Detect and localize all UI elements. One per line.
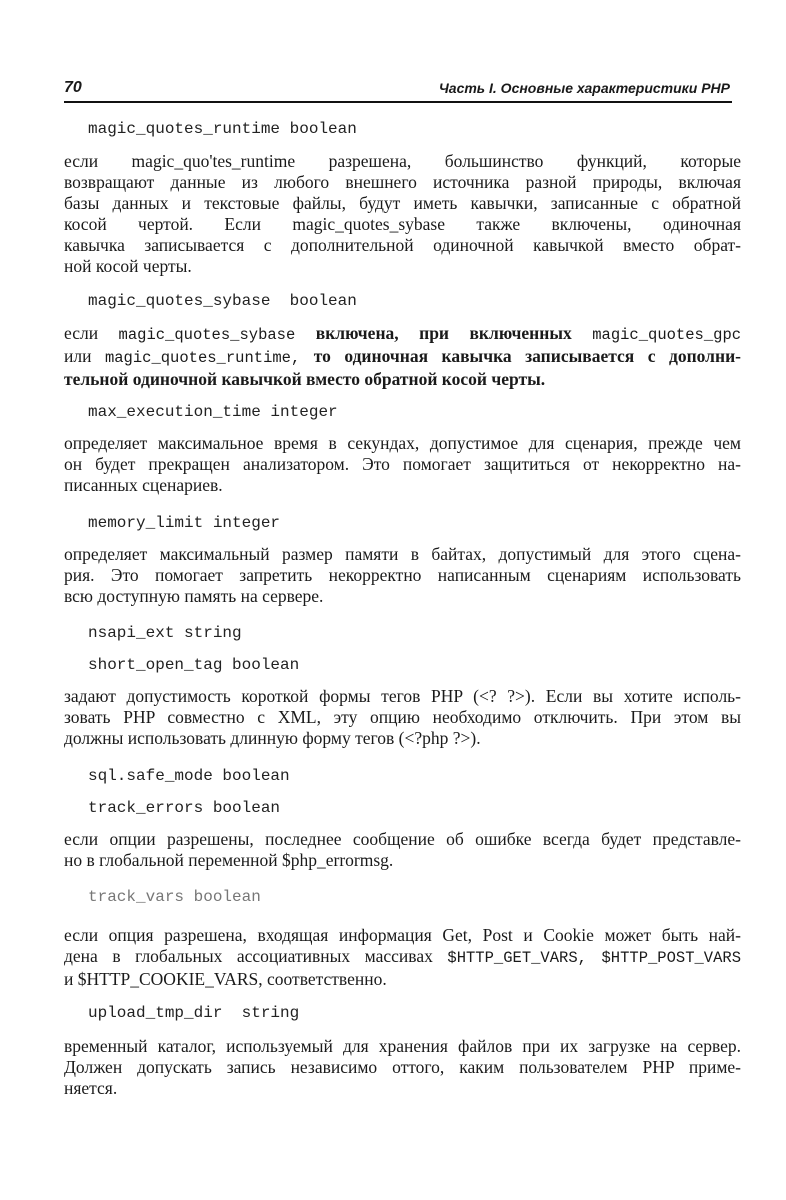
desc-max-execution-time [64, 433, 741, 496]
directive-magic-quotes-runtime: magic_quotes_runtime boolean [88, 120, 357, 138]
text-line: должны использовать длинную форму тегов (<?php ?>). [64, 728, 481, 748]
text-line: базы данных и текстовые файлы, будут иметь кавычки, записанные с обратной [64, 193, 741, 213]
text-line: няется. [64, 1078, 118, 1098]
text-fragment: или [64, 346, 92, 366]
text-line: возвращают данные из любого внешнего источника разной природы, включая [64, 172, 741, 192]
text-line: кавычка записывается с дополнительной одиночной кавычкой вместо обрат- [64, 235, 741, 255]
code-fragment: magic_quotes_runtime, [104, 349, 301, 367]
directive-max-execution-time: max_execution_time integer [88, 403, 338, 421]
directive-upload-tmp-dir: upload_tmp_dir string [88, 1004, 300, 1022]
code-fragment: magic_quotes_gpc [592, 326, 742, 344]
text-line: он будет прекращен анализатором. Это помогает защититься от некорректно на- [64, 454, 741, 474]
page-header [64, 77, 732, 103]
text-line: и $HTTP_COOKIE_VARS, соответственно. [64, 969, 387, 989]
code-fragment: $HTTP_POST_VARS [601, 949, 742, 967]
text-line: определяет максимальный размер памяти в байтах, допустимый для этого сцена- [64, 544, 741, 564]
desc-magic-quotes-runtime [64, 151, 741, 277]
directive-magic-quotes-sybase: magic_quotes_sybase boolean [88, 292, 357, 310]
code-fragment: magic_quotes_sybase [118, 326, 296, 344]
text-line: косой чертой. Если magic_quotes_sybase также включены, одиночная [64, 214, 741, 234]
running-title: Часть I. Основные характеристики PHP [438, 80, 730, 96]
directive-sql-safe-mode: sql.safe_mode boolean [88, 767, 290, 785]
directive-track-errors: track_errors boolean [88, 799, 281, 817]
code-fragment: $HTTP_GET_VARS, [447, 949, 587, 967]
text-fragment: включена, при включенных [315, 323, 572, 343]
text-line: если опции разрешены, последнее сообщение об ошибке всегда будет представле- [64, 829, 741, 849]
desc-memory-limit [64, 544, 741, 607]
desc-track-errors [64, 829, 741, 871]
desc-short-open-tag [64, 686, 741, 749]
text-line: если magic_quo'tes_runtime разрешена, большинство функций, которые [64, 151, 741, 171]
desc-magic-quotes-sybase [64, 323, 741, 390]
text-line: временный каталог, используемый для хранения файлов при их загрузке на сервер. [64, 1036, 741, 1056]
text-line: Должен допускать запись независимо оттого, каким пользователем PHP приме- [64, 1057, 741, 1077]
text-line [64, 323, 741, 346]
text-line: задают допустимость короткой формы тегов PHP (<? ?>). Если вы хотите исполь- [64, 686, 741, 706]
text-line: рия. Это помогает запретить некорректно написанным сценариям использовать [64, 565, 741, 585]
desc-upload-tmp-dir [64, 1036, 741, 1099]
text-line [64, 946, 741, 969]
text-line: всю доступную память на сервере. [64, 586, 324, 606]
text-line: ной косой черты. [64, 256, 192, 276]
text-line: зовать PHP совместно с XML, эту опцию необходимо отключить. При этом вы [64, 707, 741, 727]
text-fragment: если [64, 323, 99, 343]
text-line [64, 346, 741, 369]
text-fragment: дена в глобальных ассоциативных массивах [64, 946, 433, 966]
text-fragment: то одиночная кавычка записывается с дополни- [313, 346, 741, 366]
directive-short-open-tag: short_open_tag boolean [88, 656, 300, 674]
directive-memory-limit: memory_limit integer [88, 514, 281, 532]
text-line: определяет максимальное время в секундах, допустимое для сценария, прежде чем [64, 433, 741, 453]
text-line: но в глобальной переменной $php_errormsg. [64, 850, 394, 870]
page-number: 70 [64, 79, 82, 96]
text-line: писанных сценариев. [64, 475, 223, 495]
desc-track-vars [64, 925, 741, 990]
text-line: тельной одиночной кавычкой вместо обратной косой черты. [64, 369, 546, 389]
directive-nsapi-ext: nsapi_ext string [88, 624, 242, 642]
text-line: если опция разрешена, входящая информация Get, Post и Cookie может быть най- [64, 925, 741, 945]
directive-track-vars: track_vars boolean [88, 888, 261, 906]
